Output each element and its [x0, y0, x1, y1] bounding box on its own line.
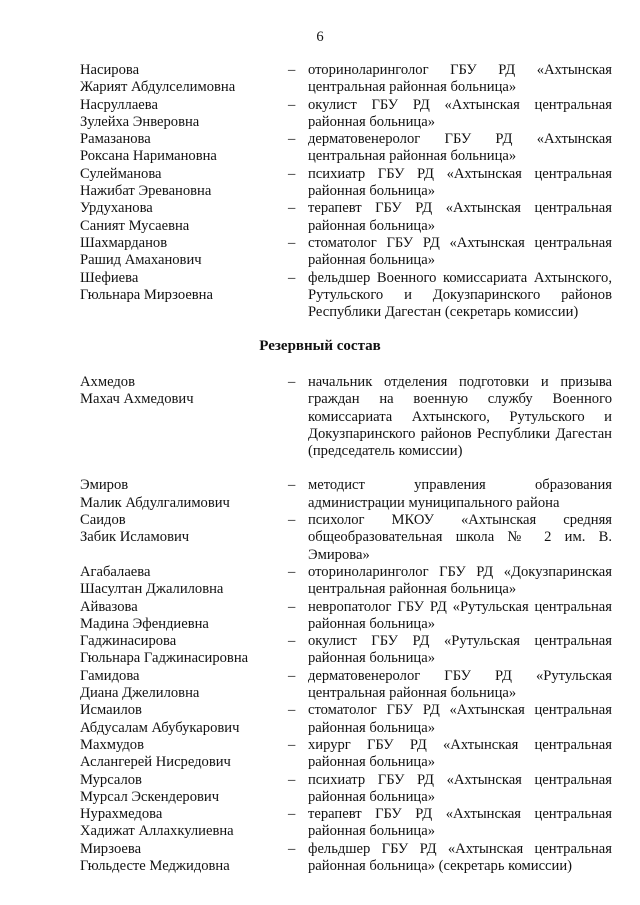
- member-surname: Махмудов: [80, 736, 144, 753]
- member-entry: [80, 702, 612, 737]
- member-name: [80, 599, 280, 634]
- member-role: психиатр ГБУ РД «Ахтынская центральная районная больница»: [308, 771, 612, 805]
- member-name: [80, 97, 280, 132]
- member-name: [80, 512, 280, 547]
- member-entry: [80, 512, 612, 564]
- member-given-name: Рашид Амаханович: [80, 252, 202, 269]
- member-entry: [80, 131, 612, 166]
- member-entry: [80, 374, 612, 460]
- member-surname: Рамазанова: [80, 131, 151, 148]
- member-given-name: Махач Ахмедович: [80, 391, 194, 408]
- member-entry: [80, 62, 612, 97]
- member-given-name: Мурсал Эскендерович: [80, 788, 220, 805]
- member-role: терапевт ГБУ РД «Ахтынская центральная районная больница»: [308, 200, 612, 234]
- member-role: дерматовенеролог ГБУ РД «Ахтынская центральная районная больница»: [308, 131, 612, 165]
- member-surname: Гаджинасирова: [80, 633, 177, 650]
- member-surname: Мурсалов: [80, 771, 142, 788]
- dash-separator: –: [288, 702, 296, 719]
- member-given-name: Аслангерей Нисредович: [80, 754, 231, 771]
- member-name: [80, 668, 280, 703]
- member-given-name: Хадижат Аллахкулиевна: [80, 823, 234, 840]
- dash-separator: –: [288, 62, 296, 78]
- member-given-name: Гюльнара Мирзоевна: [80, 286, 213, 303]
- member-role: дерматовенеролог ГБУ РД «Рутульская центральная районная больница»: [308, 667, 612, 702]
- member-role: окулист ГБУ РД «Ахтынская центральная районная больница»: [308, 96, 612, 130]
- member-name: [80, 270, 280, 305]
- member-role: оториноларинголог ГБУ РД «Докузпаринская центральная районная больница»: [308, 563, 612, 598]
- member-entry: [80, 235, 612, 270]
- member-entry: [80, 772, 612, 807]
- member-surname: Эмиров: [80, 477, 129, 494]
- member-role: психиатр ГБУ РД «Ахтынская центральная районная больница»: [308, 165, 612, 200]
- member-role: фельдшер ГБУ РД «Ахтынская центральная районная больница» (секретарь комиссии): [308, 840, 612, 875]
- member-entry: [80, 564, 612, 599]
- member-name: [80, 737, 280, 772]
- member-entry: [80, 737, 612, 772]
- member-name: [80, 131, 280, 166]
- dash-separator: –: [288, 269, 296, 286]
- member-entry: [80, 841, 612, 876]
- dash-separator: –: [288, 165, 296, 182]
- dash-separator: –: [288, 736, 296, 753]
- member-given-name: Диана Джелиловна: [80, 685, 200, 702]
- dash-separator: –: [288, 806, 296, 823]
- member-role: стоматолог ГБУ РД «Ахтынская центральная районная больница»: [308, 702, 612, 736]
- member-surname: Агабалаева: [80, 563, 151, 580]
- dash-separator: –: [288, 512, 296, 529]
- dash-separator: –: [288, 667, 296, 684]
- member-role: психолог МКОУ «Ахтынская средняя общеобразовательная школа № 2 им. В. Эмирова»: [308, 512, 612, 563]
- member-given-name: Гюльнара Гаджинасировна: [80, 650, 249, 667]
- member-surname: Нурахмедова: [80, 806, 163, 823]
- member-entry: [80, 477, 612, 512]
- member-entry: [80, 200, 612, 235]
- member-given-name: Абдусалам Абубукарович: [80, 719, 240, 736]
- member-given-name: Роксана Наримановна: [80, 148, 217, 165]
- member-given-name: Забик Исламович: [80, 529, 190, 546]
- member-surname: Саидов: [80, 512, 126, 529]
- member-given-name: Гюльдесте Меджидовна: [80, 858, 230, 875]
- member-surname: Айвазова: [80, 598, 138, 615]
- member-given-name: Саният Мусаевна: [80, 217, 190, 234]
- dash-separator: –: [288, 374, 296, 390]
- member-surname: Насруллаева: [80, 96, 158, 113]
- member-given-name: Малик Абдулгалимович: [80, 494, 230, 511]
- dash-separator: –: [288, 131, 296, 148]
- member-entry: [80, 97, 612, 132]
- member-surname: Шахмарданов: [80, 234, 168, 251]
- dash-separator: –: [288, 771, 296, 788]
- member-role: начальник отделения подготовки и призыва граждан на военную службу Военного комиссариата Ахтынского, Рутульского и Докузпаринского районов Республики Дагестан (председатель комиссии): [308, 374, 612, 460]
- member-given-name: Нажибат Эревановна: [80, 183, 212, 200]
- member-surname: Гамидова: [80, 667, 140, 684]
- reserve-member-list: [80, 374, 612, 875]
- member-given-name: Жарият Абдулселимовна: [80, 79, 236, 96]
- member-role: терапевт ГБУ РД «Ахтынская центральная районная больница»: [308, 806, 612, 840]
- dash-separator: –: [288, 598, 296, 615]
- member-name: [80, 633, 280, 668]
- member-role: оториноларинголог ГБУ РД «Ахтынская центральная районная больница»: [308, 62, 612, 96]
- member-name: [80, 702, 280, 737]
- member-given-name: Шасултан Джалиловна: [80, 581, 224, 598]
- member-entry: [80, 166, 612, 201]
- member-surname: Мирзоева: [80, 840, 142, 857]
- reserve-heading: Резервный состав: [259, 338, 381, 354]
- dash-separator: –: [288, 477, 296, 494]
- member-surname: Насирова: [80, 62, 140, 78]
- member-name: [80, 62, 280, 97]
- member-name: [80, 200, 280, 235]
- dash-separator: –: [288, 840, 296, 857]
- page-number: 6: [316, 29, 324, 45]
- member-name: [80, 806, 280, 841]
- dash-separator: –: [288, 200, 296, 217]
- member-given-name: Зулейха Энверовна: [80, 113, 200, 130]
- member-role: хирург ГБУ РД «Ахтынская центральная районная больница»: [308, 736, 612, 771]
- member-surname: Ахмедов: [80, 374, 135, 390]
- member-name: [80, 772, 280, 807]
- member-surname: Урдуханова: [80, 200, 153, 217]
- member-name: [80, 374, 280, 409]
- member-name: [80, 477, 280, 512]
- member-role: окулист ГБУ РД «Рутульская центральная районная больница»: [308, 633, 612, 667]
- member-role: методист управления образования администрации муниципального района: [308, 477, 612, 511]
- member-entry: [80, 270, 612, 322]
- member-name: [80, 166, 280, 201]
- member-role: невропатолог ГБУ РД «Рутульская центральная районная больница»: [308, 598, 612, 632]
- member-role: фельдшер Военного комиссариата Ахтынского, Рутульского и Докузпаринского районов Республики Дагестан (секретарь комиссии): [308, 269, 612, 321]
- member-surname: Шефиева: [80, 269, 139, 286]
- main-member-list: [80, 62, 612, 321]
- member-entry: [80, 599, 612, 634]
- dash-separator: –: [288, 633, 296, 650]
- member-given-name: Мадина Эфендиевна: [80, 615, 209, 632]
- member-name: [80, 841, 280, 876]
- member-entry: [80, 668, 612, 703]
- member-surname: Исмаилов: [80, 702, 142, 719]
- member-name: [80, 564, 280, 599]
- member-role: стоматолог ГБУ РД «Ахтынская центральная районная больница»: [308, 234, 612, 269]
- dash-separator: –: [288, 234, 296, 251]
- dash-separator: –: [288, 96, 296, 113]
- dash-separator: –: [288, 563, 296, 580]
- member-entry: [80, 806, 612, 841]
- member-name: [80, 235, 280, 270]
- member-surname: Сулейманова: [80, 165, 162, 182]
- member-entry: [80, 633, 612, 668]
